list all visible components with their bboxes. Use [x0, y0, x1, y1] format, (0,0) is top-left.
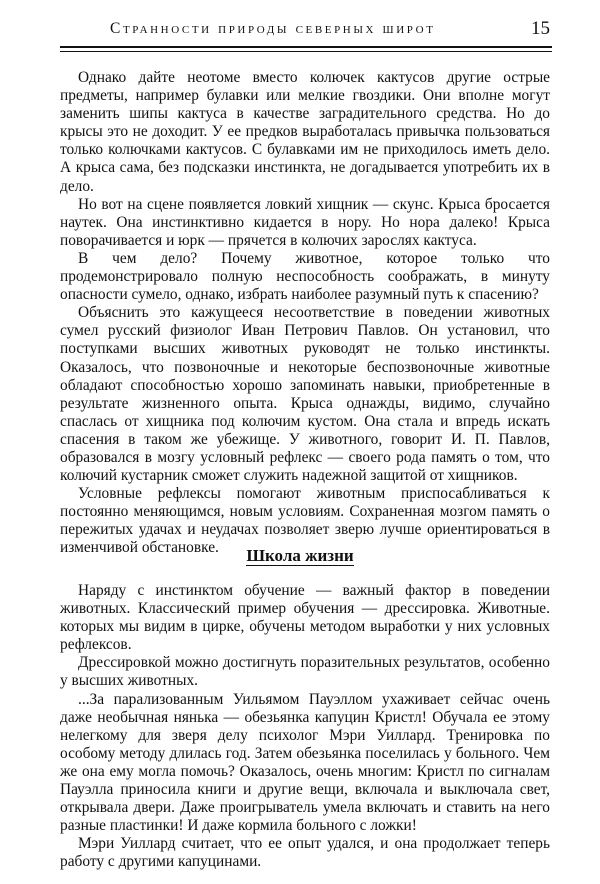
paragraph: Дрессировкой можно достигнуть поразительных результатов, особенно у высших животных. [60, 654, 550, 690]
header-rule-thin [60, 51, 552, 52]
paragraph: Мэри Уиллард считает, что ее опыт удался, и она продолжает теперь работу с другими капуцинами. [60, 835, 550, 871]
paragraph: Объяснить это кажущееся несоответствие в поведении животных сумел русский физиолог Иван Петрович Павлов. Он установил, что поступками высших животных руководят не только инстинкты. Оказалось, что позвоночные и некоторые беспозвоночные животные обладают способностью хорошо запоминать навыки, приобретенные в результате жизненного опыта. Крыса однажды, видимо, случайно спаслась от хищника под колючим кустом. Она стала и впредь искать спасения в таком же убежище. У животного, говорит И. П. Павлов, образовался в мозгу условный рефлекс — своего рода память о том, что колючий кустарник сможет служить надежной защитой от хищников. [60, 304, 550, 485]
header-rule-thick [60, 46, 552, 48]
paragraph: Наряду с инстинктом обучение — важный фактор в поведении животных. Классический пример обучения — дрессировка. Животные. которых мы видим в цирке, обучены методом выработки у них условных рефлексов. [60, 582, 550, 654]
section-heading [0, 546, 600, 566]
paragraph: Условные рефлексы помогают животным приспосабливаться к постоянно меняющимся, новым условиям. Сохраненная мозгом память о пережитых удачах и неудачах позволяет зверю лучше ориентироваться в изменчивой обстановке. [60, 485, 550, 557]
section-2-text [60, 582, 550, 872]
page-number: 15 [531, 18, 550, 39]
running-header [60, 12, 552, 50]
paragraph: ...За парализованным Уильямом Пауэллом ухаживает сейчас очень даже необычная нянька — обезьянка капуцин Кристл! Обучала ее этому нелегкому для зверя делу психолог Мэри Уиллард. Тренировка по особому методу длилась год. Затем обезьянка поселилась у больного. Чем же она ему могла помочь? Оказалось, очень многим: Кристл по сигналам Пауэлла приносила книги и другие вещи, включала и выключала свет, открывала двери. Даже проигрыватель умела включать и ставить на него разные пластинки! И даже кормила больного с ложки! [60, 690, 550, 835]
section-1-text [60, 69, 550, 558]
paragraph: В чем дело? Почему животное, которое только что продемонстрировало полную неспособность соображать, в минуту опасности сумело, однако, избрать наиболее разумный путь к спасению? [60, 249, 550, 304]
paragraph: Однако дайте неотоме вместо колючек кактусов другие острые предметы, например булавки или мелкие гвоздики. Они вполне могут заменить шипы кактуса в качестве заградительного средства. Но до крысы это не доходит. У ее предков выработалась привычка пользоваться только колючками кактусов. С булавками им не приходилось иметь дело. А крыса сама, без подсказки инстинкта, не догадывается употребить их в дело. [60, 69, 550, 195]
section-heading-text: Школа жизни [246, 546, 354, 565]
paragraph: Но вот на сцене появляется ловкий хищник — скунс. Крыса бросается наутек. Она инстинктивно кидается в нору. Но нора далеко! Крыса поворачивается и юрк — прячется в колючих зарослях кактуса. [60, 195, 550, 249]
running-title: Странности природы северных широт [110, 20, 436, 37]
